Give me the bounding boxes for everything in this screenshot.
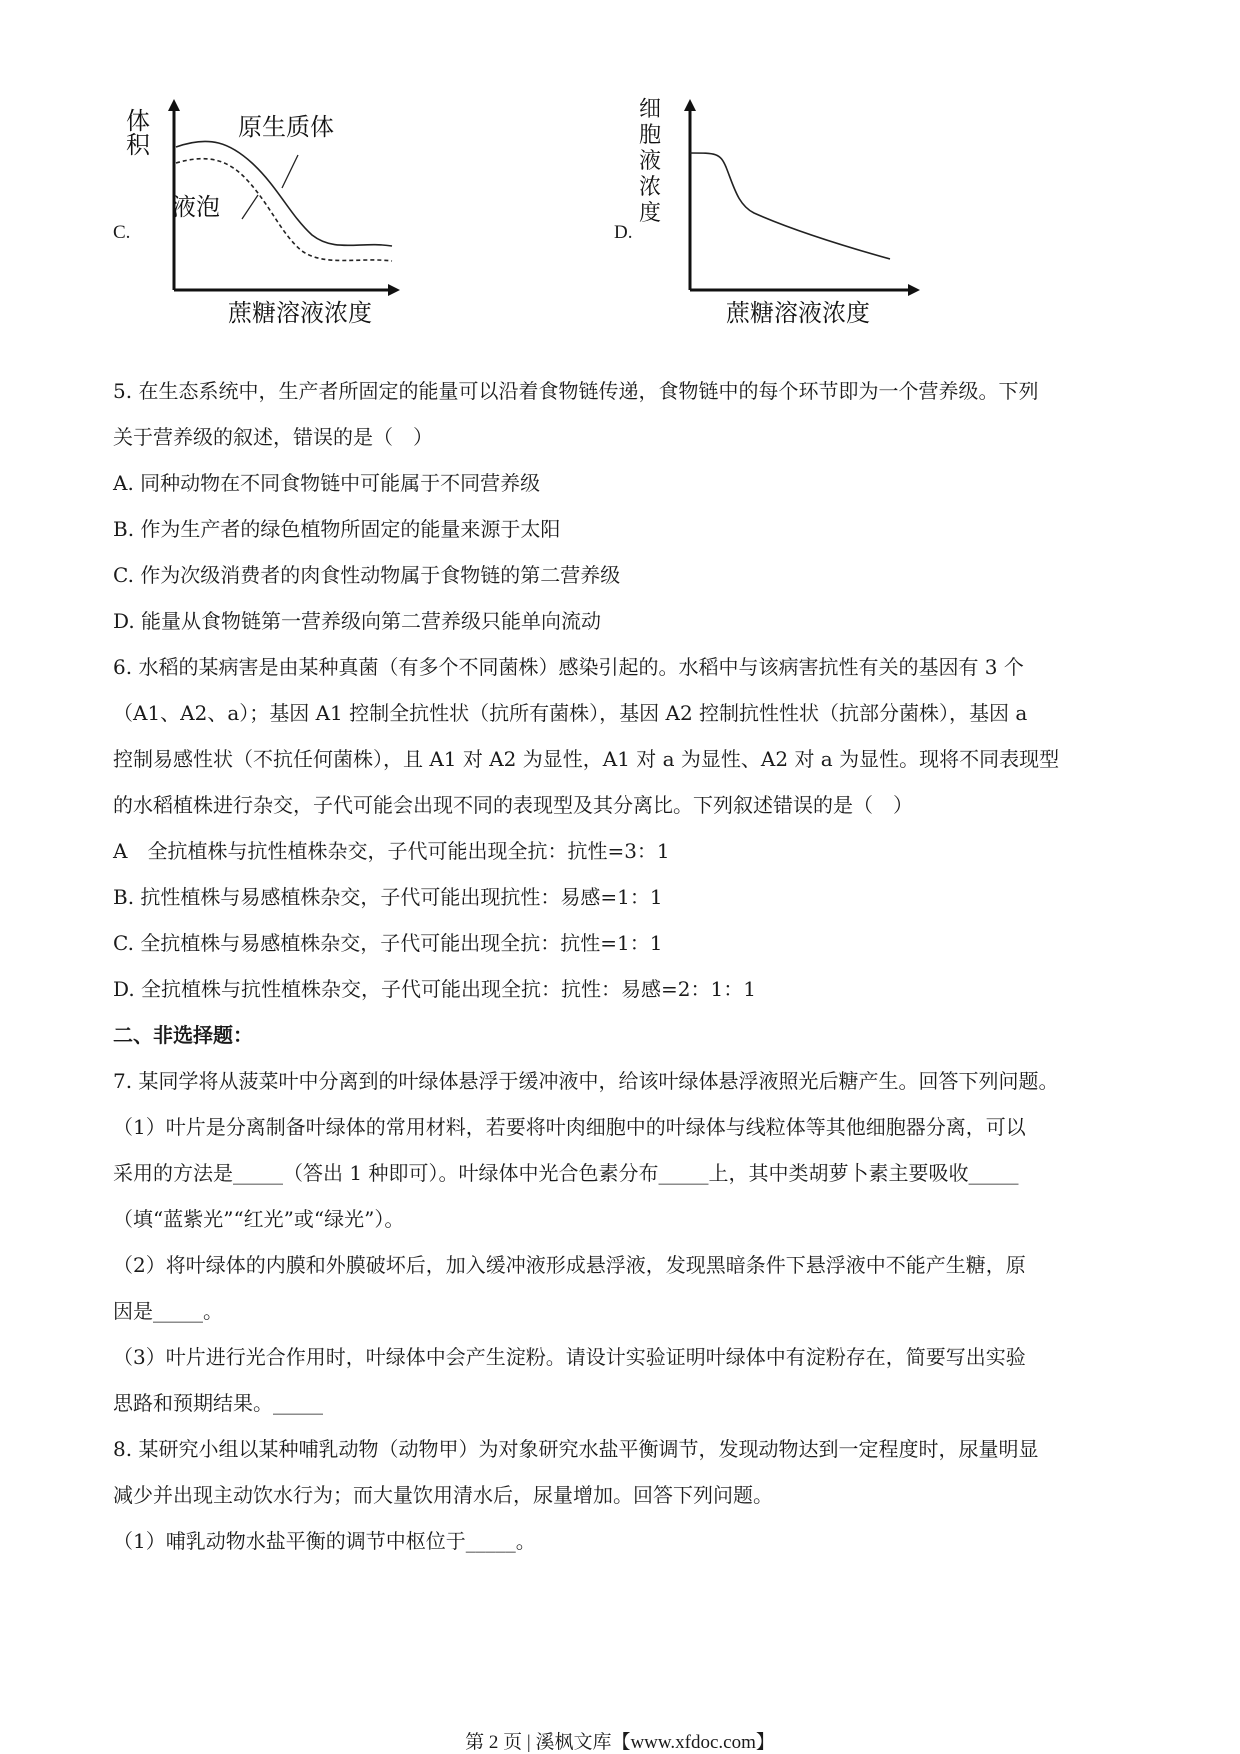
figure-d-curve bbox=[690, 153, 890, 259]
figure-c-x-label: 蔗糖溶液浓度 bbox=[228, 299, 372, 327]
text-line: C. 作为次级消费者的肉食性动物属于食物链的第二营养级 bbox=[113, 563, 621, 587]
figure-d-y-label: 细 胞 液 浓 度 bbox=[638, 97, 661, 226]
figure-d-x-label: 蔗糖溶液浓度 bbox=[726, 299, 870, 327]
text-line: 6. 水稻的某病害是由某种真菌（有多个不同菌株）感染引起的。水稻中与该病害抗性有关的基因有 3 个 bbox=[113, 655, 1024, 679]
page-footer: 第 2 页 | 溪枫文库【www.xfdoc.com】 bbox=[465, 1732, 775, 1753]
figure-c-option-label: C. bbox=[113, 222, 131, 243]
figure-d-graph bbox=[638, 95, 950, 335]
text-line: （A1、A2、a）；基因 A1 控制全抗性状（抗所有菌株），基因 A2 控制抗性性状（抗部分菌株），基因 a bbox=[113, 701, 1028, 725]
question-text bbox=[113, 368, 1133, 1564]
figure-c-graph bbox=[126, 95, 430, 335]
text-line: 控制易感性状（不抗任何菌株），且 A1 对 A2 为显性，A1 对 a 为显性、A2 对 a 为显性。现将不同表现型 bbox=[113, 747, 1060, 771]
figure-d-option-label: D. bbox=[614, 222, 633, 243]
text-line: 减少并出现主动饮水行为；而大量饮用清水后，尿量增加。回答下列问题。 bbox=[113, 1483, 773, 1507]
figure-c-solid-pointer bbox=[282, 155, 298, 188]
text-line: （1）叶片是分离制备叶绿体的常用材料，若要将叶肉细胞中的叶绿体与线粒体等其他细胞器分离，可以 bbox=[113, 1115, 1026, 1139]
text-line: （2）将叶绿体的内膜和外膜破坏后，加入缓冲液形成悬浮液，发现黑暗条件下悬浮液中不能产生糖，原 bbox=[113, 1253, 1026, 1277]
text-line: A 全抗植株与抗性植株杂交，子代可能出现全抗：抗性=3：1 bbox=[113, 839, 670, 863]
text-line: A. 同种动物在不同食物链中可能属于不同营养级 bbox=[113, 471, 541, 495]
text-line: C. 全抗植株与易感植株杂交，子代可能出现全抗：抗性=1：1 bbox=[113, 931, 663, 955]
figure-c-y-label-1: 体积 bbox=[126, 107, 150, 159]
text-line: （3）叶片进行光合作用时，叶绿体中会产生淀粉。请设计实验证明叶绿体中有淀粉存在，简要写出实验 bbox=[113, 1345, 1026, 1369]
figure-c-x-arrow bbox=[388, 284, 400, 296]
text-line: 7. 某同学将从菠菜叶中分离到的叶绿体悬浮于缓冲液中，给该叶绿体悬浮液照光后糖产生。回答下列问题。 bbox=[113, 1069, 1059, 1093]
text-line: D. 能量从食物链第一营养级向第二营养级只能单向流动 bbox=[113, 609, 602, 633]
text-line: D. 全抗植株与抗性植株杂交，子代可能出现全抗：抗性：易感=2：1：1 bbox=[113, 977, 756, 1001]
text-line: 的水稻植株进行杂交，子代可能会出现不同的表现型及其分离比。下列叙述错误的是（ ） bbox=[113, 793, 913, 817]
figure-c-dashed-pointer bbox=[242, 195, 258, 219]
text-line: 关于营养级的叙述，错误的是（ ） bbox=[113, 425, 433, 449]
text-line: （填“蓝紫光”“红光”或“绿光”）。 bbox=[113, 1207, 405, 1231]
figure-c-dashed-label: 液泡 bbox=[172, 193, 220, 221]
figure-c-solid-label: 原生质体 bbox=[238, 113, 334, 141]
text-line: 采用的方法是_____（答出 1 种即可）。叶绿体中光合色素分布_____上，其中类胡萝卜素主要吸收_____ bbox=[113, 1161, 1019, 1185]
text-line: B. 抗性植株与易感植株杂交，子代可能出现抗性：易感=1：1 bbox=[113, 885, 663, 909]
text-line: 因是_____。 bbox=[113, 1299, 223, 1323]
text-line: B. 作为生产者的绿色植物所固定的能量来源于太阳 bbox=[113, 517, 561, 541]
text-line: 思路和预期结果。_____ bbox=[113, 1391, 323, 1415]
figure-c-y-arrow bbox=[168, 99, 180, 111]
section-heading: 二、非选择题： bbox=[113, 1023, 253, 1047]
text-line: 8. 某研究小组以某种哺乳动物（动物甲）为对象研究水盐平衡调节，发现动物达到一定程度时，尿量明显 bbox=[113, 1437, 1039, 1461]
text-line: 5. 在生态系统中，生产者所固定的能量可以沿着食物链传递，食物链中的每个环节即为一个营养级。下列 bbox=[113, 379, 1039, 403]
figure-d-x-arrow bbox=[908, 284, 920, 296]
text-line: （1）哺乳动物水盐平衡的调节中枢位于_____。 bbox=[113, 1529, 536, 1553]
figure-d-y-arrow bbox=[684, 99, 696, 111]
